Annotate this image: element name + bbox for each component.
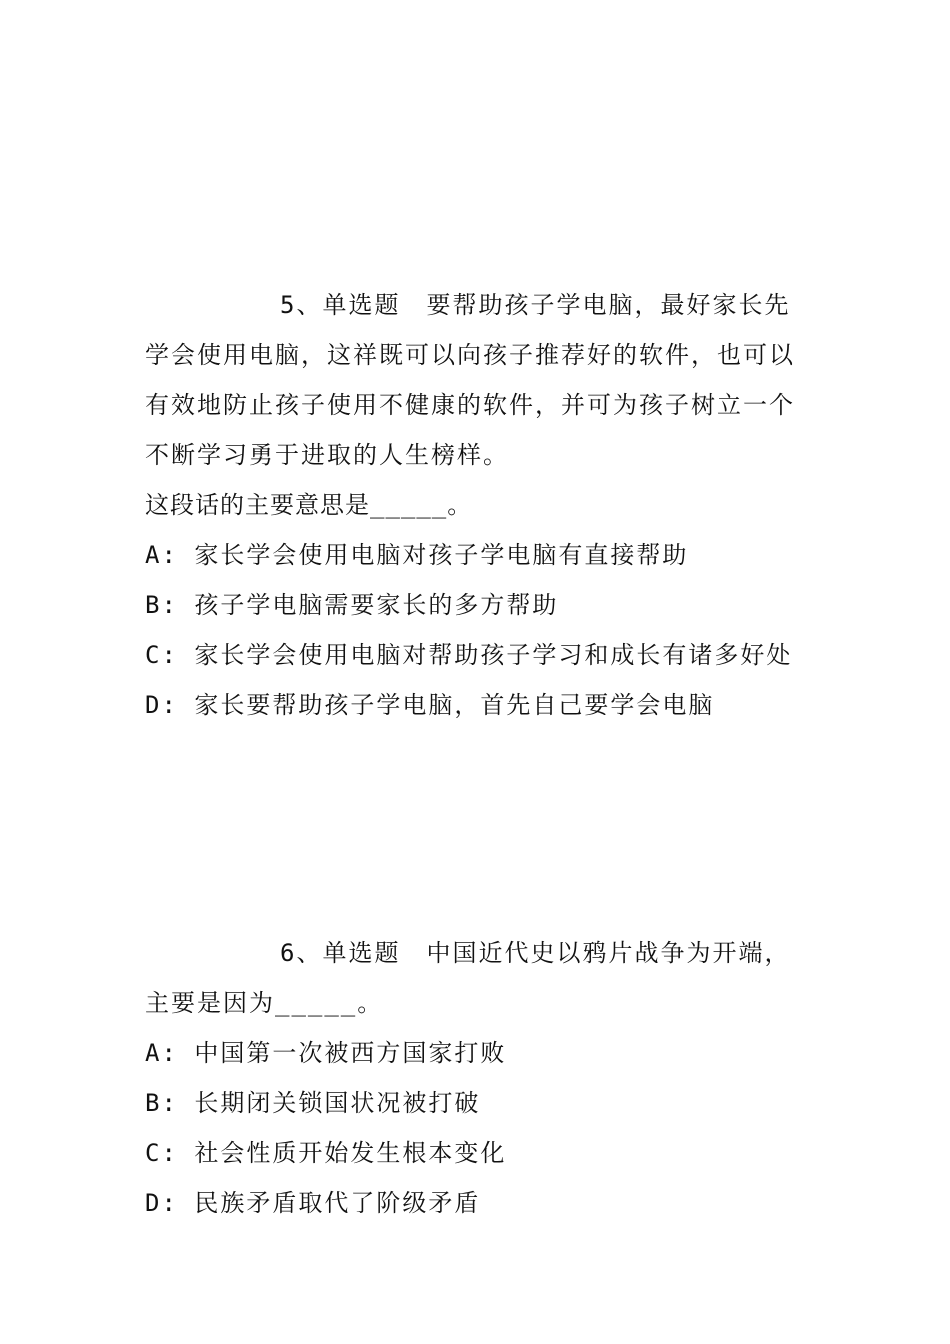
option-d: D: 家长要帮助孩子学电脑，首先自己要学会电脑	[145, 691, 715, 719]
question-prompt: 这段话的主要意思是_____。	[145, 491, 473, 519]
option-d: D: 民族矛盾取代了阶级矛盾	[145, 1189, 481, 1217]
option-c: C: 家长学会使用电脑对帮助孩子学习和成长有诸多好处	[145, 641, 793, 669]
question-stem: 5、单选题 要帮助孩子学电脑，最好家长先学会使用电脑，这祥既可以向孩子推荐好的软件，也可以有效地防止孩子使用不健康的软件，并可为孩子树立一个不断学习勇于进取的人生榜样。	[145, 291, 795, 469]
option-a: A: 家长学会使用电脑对孩子学电脑有直接帮助	[145, 541, 689, 569]
option-b: B: 长期闭关锁国状况被打破	[145, 1089, 481, 1117]
option-a: A: 中国第一次被西方国家打败	[145, 1039, 507, 1067]
question-6	[145, 928, 810, 1228]
option-c: C: 社会性质开始发生根本变化	[145, 1139, 507, 1167]
question-stem: 6、单选题 中国近代史以鸦片战争为开端，主要是因为_____。	[145, 939, 791, 1017]
option-b: B: 孩子学电脑需要家长的多方帮助	[145, 591, 559, 619]
question-5	[145, 280, 810, 730]
